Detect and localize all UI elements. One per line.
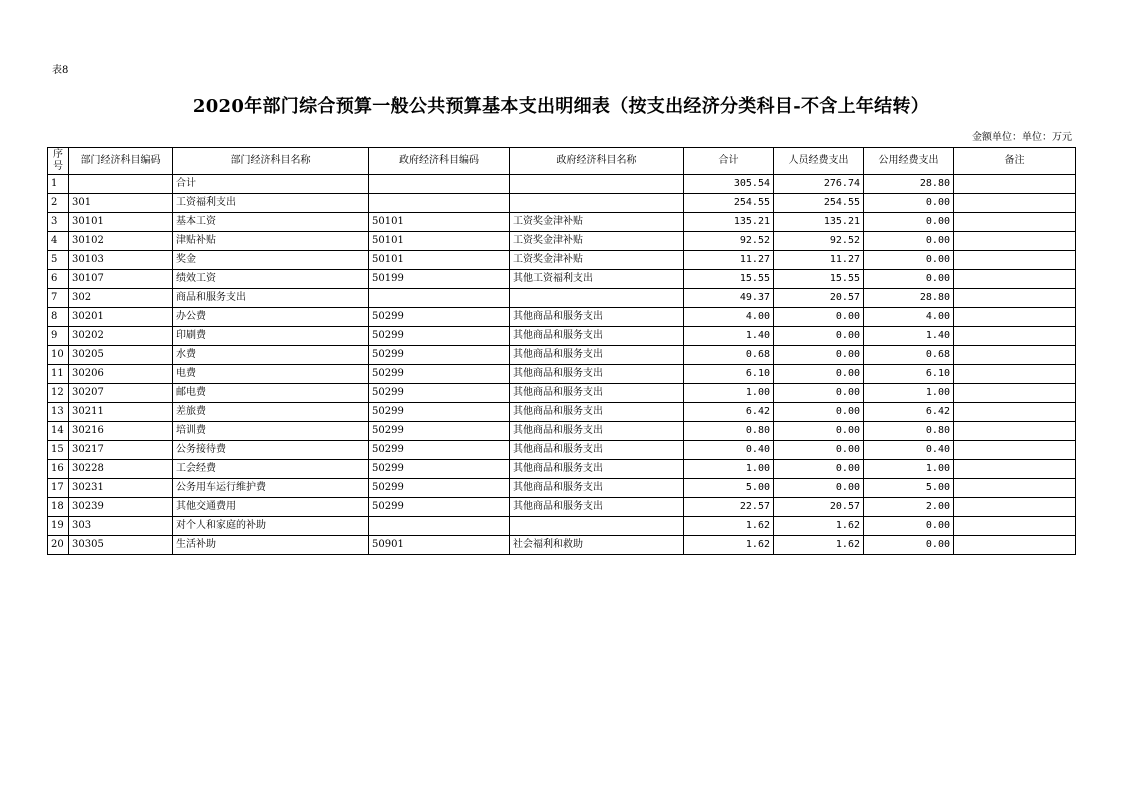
cell-dept-code: 30228 — [69, 460, 173, 479]
table-row — [48, 403, 1076, 422]
cell-dept-code: 30103 — [69, 251, 173, 270]
cell-dept-code: 30231 — [69, 479, 173, 498]
cell-dept-name: 电费 — [173, 365, 369, 384]
cell-dept-name: 其他交通费用 — [173, 498, 369, 517]
cell-public: 0.80 — [864, 422, 954, 441]
cell-seq: 14 — [48, 422, 69, 441]
cell-total: 4.00 — [684, 308, 774, 327]
cell-personnel: 11.27 — [774, 251, 864, 270]
cell-public: 0.00 — [864, 194, 954, 213]
cell-seq: 13 — [48, 403, 69, 422]
cell-personnel: 0.00 — [774, 365, 864, 384]
cell-public: 6.42 — [864, 403, 954, 422]
cell-total: 1.62 — [684, 517, 774, 536]
table-row — [48, 232, 1076, 251]
cell-total: 0.40 — [684, 441, 774, 460]
cell-total: 1.40 — [684, 327, 774, 346]
cell-gov-code — [369, 175, 510, 194]
cell-dept-code: 301 — [69, 194, 173, 213]
cell-seq: 16 — [48, 460, 69, 479]
cell-remark — [954, 479, 1076, 498]
cell-gov-name: 工资奖金津补贴 — [510, 251, 684, 270]
cell-seq: 3 — [48, 213, 69, 232]
header-remark: 备注 — [954, 148, 1076, 175]
cell-dept-code: 303 — [69, 517, 173, 536]
cell-dept-name: 生活补助 — [173, 536, 369, 555]
cell-dept-name: 公务接待费 — [173, 441, 369, 460]
cell-public: 1.40 — [864, 327, 954, 346]
cell-remark — [954, 365, 1076, 384]
cell-total: 1.00 — [684, 384, 774, 403]
cell-total: 15.55 — [684, 270, 774, 289]
header-seq: 序号 — [48, 148, 69, 175]
cell-gov-name: 其他商品和服务支出 — [510, 384, 684, 403]
cell-public: 28.80 — [864, 289, 954, 308]
cell-personnel: 15.55 — [774, 270, 864, 289]
cell-total: 135.21 — [684, 213, 774, 232]
cell-gov-name: 其他商品和服务支出 — [510, 479, 684, 498]
cell-personnel: 1.62 — [774, 536, 864, 555]
cell-total: 1.62 — [684, 536, 774, 555]
cell-seq: 6 — [48, 270, 69, 289]
cell-public: 0.00 — [864, 517, 954, 536]
cell-personnel: 0.00 — [774, 403, 864, 422]
table-row — [48, 251, 1076, 270]
cell-dept-name: 工资福利支出 — [173, 194, 369, 213]
cell-public: 1.00 — [864, 384, 954, 403]
page-title: 2020年部门综合预算一般公共预算基本支出明细表（按支出经济分类科目-不含上年结转） — [192, 96, 930, 117]
cell-remark — [954, 498, 1076, 517]
cell-total: 0.68 — [684, 346, 774, 365]
cell-dept-name: 工会经费 — [173, 460, 369, 479]
cell-gov-code: 50299 — [369, 346, 510, 365]
table-row — [48, 194, 1076, 213]
header-total: 合计 — [684, 148, 774, 175]
table-row — [48, 308, 1076, 327]
table-row — [48, 346, 1076, 365]
cell-total: 49.37 — [684, 289, 774, 308]
header-gov-name: 政府经济科目名称 — [510, 148, 684, 175]
cell-gov-name — [510, 175, 684, 194]
header-dept-code: 部门经济科目编码 — [69, 148, 173, 175]
cell-gov-code: 50299 — [369, 327, 510, 346]
cell-personnel: 0.00 — [774, 308, 864, 327]
cell-dept-code: 30101 — [69, 213, 173, 232]
cell-gov-code: 50299 — [369, 403, 510, 422]
table-body — [48, 175, 1076, 555]
cell-seq: 19 — [48, 517, 69, 536]
cell-dept-name: 对个人和家庭的补助 — [173, 517, 369, 536]
cell-personnel: 0.00 — [774, 384, 864, 403]
cell-total: 6.10 — [684, 365, 774, 384]
cell-seq: 9 — [48, 327, 69, 346]
cell-personnel: 0.00 — [774, 346, 864, 365]
cell-public: 0.00 — [864, 213, 954, 232]
cell-personnel: 0.00 — [774, 422, 864, 441]
cell-seq: 1 — [48, 175, 69, 194]
cell-remark — [954, 213, 1076, 232]
cell-remark — [954, 175, 1076, 194]
cell-remark — [954, 441, 1076, 460]
cell-gov-name: 其他商品和服务支出 — [510, 327, 684, 346]
unit-label: 金额单位：单位：万元 — [972, 132, 1072, 143]
cell-gov-name — [510, 289, 684, 308]
cell-gov-code: 50299 — [369, 384, 510, 403]
table-row — [48, 289, 1076, 308]
cell-total: 305.54 — [684, 175, 774, 194]
cell-dept-code: 30211 — [69, 403, 173, 422]
cell-gov-name: 社会福利和救助 — [510, 536, 684, 555]
cell-personnel: 20.57 — [774, 498, 864, 517]
cell-seq: 11 — [48, 365, 69, 384]
cell-personnel: 135.21 — [774, 213, 864, 232]
table-row — [48, 536, 1076, 555]
cell-public: 0.40 — [864, 441, 954, 460]
table-row — [48, 498, 1076, 517]
cell-remark — [954, 536, 1076, 555]
cell-gov-code — [369, 194, 510, 213]
cell-personnel: 92.52 — [774, 232, 864, 251]
cell-dept-name: 绩效工资 — [173, 270, 369, 289]
cell-gov-name: 其他工资福利支出 — [510, 270, 684, 289]
cell-seq: 12 — [48, 384, 69, 403]
table-row — [48, 460, 1076, 479]
table-row — [48, 422, 1076, 441]
cell-gov-code: 50299 — [369, 422, 510, 441]
cell-gov-name — [510, 194, 684, 213]
cell-gov-code: 50299 — [369, 479, 510, 498]
cell-remark — [954, 251, 1076, 270]
table-row — [48, 327, 1076, 346]
cell-total: 6.42 — [684, 403, 774, 422]
cell-dept-code: 30107 — [69, 270, 173, 289]
cell-personnel: 0.00 — [774, 441, 864, 460]
cell-remark — [954, 346, 1076, 365]
cell-personnel: 0.00 — [774, 479, 864, 498]
cell-gov-code: 50101 — [369, 251, 510, 270]
cell-seq: 20 — [48, 536, 69, 555]
cell-gov-code: 50299 — [369, 498, 510, 517]
cell-dept-code: 30239 — [69, 498, 173, 517]
cell-dept-name: 水费 — [173, 346, 369, 365]
cell-dept-code: 30305 — [69, 536, 173, 555]
cell-dept-name: 差旅费 — [173, 403, 369, 422]
cell-seq: 4 — [48, 232, 69, 251]
table-row — [48, 517, 1076, 536]
cell-remark — [954, 232, 1076, 251]
cell-gov-code: 50199 — [369, 270, 510, 289]
cell-remark — [954, 384, 1076, 403]
cell-gov-name: 其他商品和服务支出 — [510, 422, 684, 441]
cell-gov-code: 50299 — [369, 308, 510, 327]
cell-public: 5.00 — [864, 479, 954, 498]
cell-gov-code: 50901 — [369, 536, 510, 555]
table-row — [48, 479, 1076, 498]
cell-remark — [954, 517, 1076, 536]
cell-gov-name: 其他商品和服务支出 — [510, 441, 684, 460]
cell-public: 0.68 — [864, 346, 954, 365]
cell-remark — [954, 308, 1076, 327]
cell-gov-name: 工资奖金津补贴 — [510, 232, 684, 251]
cell-dept-code: 30202 — [69, 327, 173, 346]
cell-seq: 5 — [48, 251, 69, 270]
cell-dept-name: 合计 — [173, 175, 369, 194]
cell-gov-code: 50299 — [369, 365, 510, 384]
cell-remark — [954, 460, 1076, 479]
cell-public: 28.80 — [864, 175, 954, 194]
cell-dept-code: 30102 — [69, 232, 173, 251]
cell-remark — [954, 327, 1076, 346]
cell-seq: 10 — [48, 346, 69, 365]
cell-personnel: 0.00 — [774, 460, 864, 479]
cell-remark — [954, 289, 1076, 308]
cell-dept-name: 公务用车运行维护费 — [173, 479, 369, 498]
cell-public: 0.00 — [864, 270, 954, 289]
table-row — [48, 384, 1076, 403]
cell-dept-code: 302 — [69, 289, 173, 308]
cell-dept-code: 30216 — [69, 422, 173, 441]
cell-dept-name: 奖金 — [173, 251, 369, 270]
cell-gov-name: 其他商品和服务支出 — [510, 460, 684, 479]
cell-public: 0.00 — [864, 232, 954, 251]
cell-total: 254.55 — [684, 194, 774, 213]
cell-seq: 15 — [48, 441, 69, 460]
header-public: 公用经费支出 — [864, 148, 954, 175]
cell-total: 92.52 — [684, 232, 774, 251]
cell-total: 22.57 — [684, 498, 774, 517]
cell-dept-name: 印刷费 — [173, 327, 369, 346]
cell-dept-code: 30201 — [69, 308, 173, 327]
cell-gov-name: 其他商品和服务支出 — [510, 365, 684, 384]
cell-dept-name: 商品和服务支出 — [173, 289, 369, 308]
cell-remark — [954, 422, 1076, 441]
cell-remark — [954, 270, 1076, 289]
cell-gov-code: 50299 — [369, 441, 510, 460]
cell-seq: 8 — [48, 308, 69, 327]
cell-dept-code: 30217 — [69, 441, 173, 460]
cell-total: 1.00 — [684, 460, 774, 479]
expenditure-table — [47, 147, 1076, 555]
header-gov-code: 政府经济科目编码 — [369, 148, 510, 175]
cell-personnel: 0.00 — [774, 327, 864, 346]
cell-dept-name: 办公费 — [173, 308, 369, 327]
table-row — [48, 213, 1076, 232]
cell-dept-name: 邮电费 — [173, 384, 369, 403]
cell-personnel: 276.74 — [774, 175, 864, 194]
cell-gov-name: 其他商品和服务支出 — [510, 403, 684, 422]
cell-gov-name: 工资奖金津补贴 — [510, 213, 684, 232]
cell-dept-code: 30207 — [69, 384, 173, 403]
cell-total: 11.27 — [684, 251, 774, 270]
cell-dept-name: 培训费 — [173, 422, 369, 441]
cell-dept-name: 基本工资 — [173, 213, 369, 232]
cell-dept-code — [69, 175, 173, 194]
header-personnel: 人员经费支出 — [774, 148, 864, 175]
header-dept-name: 部门经济科目名称 — [173, 148, 369, 175]
table-row — [48, 175, 1076, 194]
cell-gov-name — [510, 517, 684, 536]
cell-seq: 18 — [48, 498, 69, 517]
cell-gov-code: 50101 — [369, 232, 510, 251]
cell-public: 2.00 — [864, 498, 954, 517]
cell-seq: 17 — [48, 479, 69, 498]
cell-gov-code — [369, 517, 510, 536]
cell-public: 6.10 — [864, 365, 954, 384]
table-row — [48, 441, 1076, 460]
cell-personnel: 20.57 — [774, 289, 864, 308]
cell-public: 0.00 — [864, 536, 954, 555]
header-row — [48, 148, 1076, 175]
cell-remark — [954, 194, 1076, 213]
cell-personnel: 254.55 — [774, 194, 864, 213]
cell-public: 1.00 — [864, 460, 954, 479]
table-number: 表8 — [52, 65, 69, 76]
cell-gov-code — [369, 289, 510, 308]
cell-gov-name: 其他商品和服务支出 — [510, 346, 684, 365]
cell-total: 0.80 — [684, 422, 774, 441]
cell-dept-code: 30205 — [69, 346, 173, 365]
table-row — [48, 365, 1076, 384]
cell-gov-code: 50299 — [369, 460, 510, 479]
cell-total: 5.00 — [684, 479, 774, 498]
cell-personnel: 1.62 — [774, 517, 864, 536]
cell-remark — [954, 403, 1076, 422]
cell-gov-code: 50101 — [369, 213, 510, 232]
table-row — [48, 270, 1076, 289]
cell-dept-name: 津贴补贴 — [173, 232, 369, 251]
cell-dept-code: 30206 — [69, 365, 173, 384]
cell-public: 4.00 — [864, 308, 954, 327]
cell-gov-name: 其他商品和服务支出 — [510, 308, 684, 327]
cell-seq: 2 — [48, 194, 69, 213]
cell-public: 0.00 — [864, 251, 954, 270]
cell-gov-name: 其他商品和服务支出 — [510, 498, 684, 517]
cell-seq: 7 — [48, 289, 69, 308]
